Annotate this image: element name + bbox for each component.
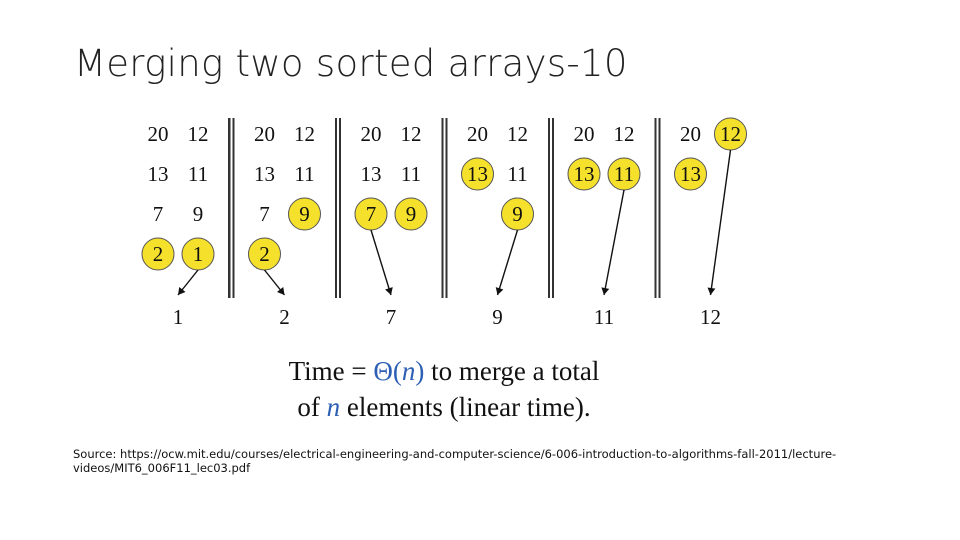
arrow-head — [178, 287, 185, 295]
left-array-value: 2 — [152, 242, 164, 266]
right-array-value: 9 — [192, 202, 204, 226]
left-array-value: 13 — [147, 162, 169, 186]
left-array-value: 2 — [259, 242, 270, 266]
caption-n: n — [401, 356, 416, 386]
right-array-value: 12 — [720, 122, 741, 146]
left-array-value: 20 — [147, 122, 169, 146]
right-array-value: 11 — [507, 162, 528, 186]
right-array-value: 11 — [400, 162, 422, 186]
left-array-value: 7 — [152, 202, 164, 226]
caption-suffix: to merge a total — [424, 356, 600, 386]
theta-symbol: Θ( — [373, 356, 402, 386]
right-array-value: 9 — [299, 202, 310, 226]
right-array-value: 12 — [507, 122, 528, 146]
left-array-value: 7 — [259, 202, 270, 226]
right-array-value: 11 — [613, 162, 635, 186]
merge-arrow — [371, 230, 391, 295]
output-value: 9 — [492, 305, 503, 329]
right-array-value: 12 — [400, 122, 422, 146]
right-array-value: 9 — [512, 202, 523, 226]
output-value: 7 — [385, 305, 397, 329]
arrow-head — [496, 287, 504, 295]
merge-arrow — [711, 150, 731, 295]
arrow-head — [277, 287, 284, 295]
right-array-value: 11 — [294, 162, 315, 186]
arrow-head — [601, 287, 609, 295]
left-array-value: 13 — [360, 162, 382, 186]
left-array-value: 13 — [573, 162, 595, 186]
theta-close: ) — [415, 356, 425, 386]
arrow-head — [385, 287, 393, 295]
time-caption-line1 — [0, 354, 924, 388]
caption2-n: n — [326, 392, 341, 422]
caption2-suffix: elements (linear time). — [340, 392, 591, 422]
right-array-value: 12 — [294, 122, 315, 146]
output-value: 1 — [172, 305, 184, 329]
source-citation: Source: https://ocw.mit.edu/courses/electrical-engineering-and-computer-science/6-006-introduction-to-algorithms-fall-2011/lecture-videos/MIT6_006F11_lec03.pdf — [73, 447, 837, 475]
merge-arrow — [498, 230, 518, 295]
right-array-value: 1 — [192, 242, 204, 266]
left-array-value: 13 — [254, 162, 275, 186]
left-array-value: 13 — [680, 162, 701, 186]
output-value: 11 — [593, 305, 615, 329]
caption-prefix: Time = — [288, 356, 374, 386]
arrow-head — [707, 288, 715, 295]
caption2-prefix: of — [297, 392, 327, 422]
left-array-value: 20 — [254, 122, 275, 146]
slide-title: Merging two sorted arrays-10 — [74, 42, 628, 85]
left-array-value: 20 — [680, 122, 701, 146]
left-array-value: 7 — [365, 202, 377, 226]
right-array-value: 9 — [405, 202, 417, 226]
merge-arrow — [604, 190, 624, 295]
right-array-value: 12 — [613, 122, 635, 146]
time-caption-line2 — [0, 390, 924, 424]
left-array-value: 20 — [467, 122, 488, 146]
left-array-value: 13 — [467, 162, 488, 186]
left-array-value: 20 — [360, 122, 382, 146]
right-array-value: 11 — [187, 162, 209, 186]
left-array-value: 20 — [573, 122, 595, 146]
right-array-value: 12 — [187, 122, 209, 146]
output-value: 12 — [700, 305, 721, 329]
output-value: 2 — [279, 305, 290, 329]
